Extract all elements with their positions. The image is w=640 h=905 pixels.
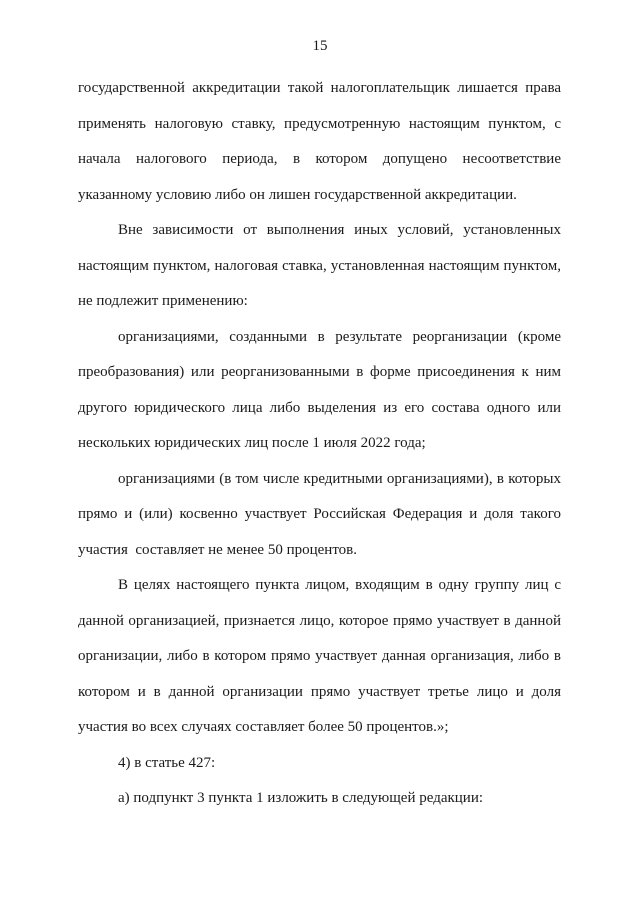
text-line: данной организацией, признается лицо, которое прямо участвует в данной [78,613,561,629]
text-line: настоящим пунктом, налоговая ставка, установленная настоящим пунктом, [78,258,561,274]
text-line: применять налоговую ставку, предусмотренную настоящим пунктом, с [78,116,561,132]
text-line: преобразования) или реорганизованными в форме присоединения к ним [78,364,561,380]
text-line: не подлежит применению: [78,293,248,309]
text-line: указанному условию либо он лишен государственной аккредитации. [78,187,517,203]
text-line: организациями (в том числе кредитными организациями), в которых [118,471,561,487]
text-line: 4) в статье 427: [118,755,216,771]
text-line: котором и в данной организации прямо участвует третье лицо и доля [78,684,561,700]
text-line: прямо и (или) косвенно участвует Российская Федерация и доля такого [78,506,561,522]
text-line: Вне зависимости от выполнения иных условий, установленных [118,222,561,238]
text-line: участия во всех случаях составляет более 50 процентов.»; [78,719,449,735]
text-line: начала налогового периода, в котором допущено несоответствие [78,151,561,167]
text-line: государственной аккредитации такой налогоплательщик лишается права [78,80,561,96]
text-line: другого юридического лица либо выделения из его состава одного или [78,400,561,416]
page-number: 15 [312,38,328,54]
text-line: организациями, созданными в результате реорганизации (кроме [118,329,561,345]
text-line: В целях настоящего пункта лицом, входящим в одну группу лиц с [118,577,561,593]
text-line: а) подпункт 3 пункта 1 изложить в следующей редакции: [118,790,484,806]
text-line: организации, либо в котором прямо участвует данная организация, либо в [78,648,561,664]
text-line: нескольких юридических лиц после 1 июля 2022 года; [78,435,426,451]
text-line: участия составляет не менее 50 процентов. [78,542,358,558]
